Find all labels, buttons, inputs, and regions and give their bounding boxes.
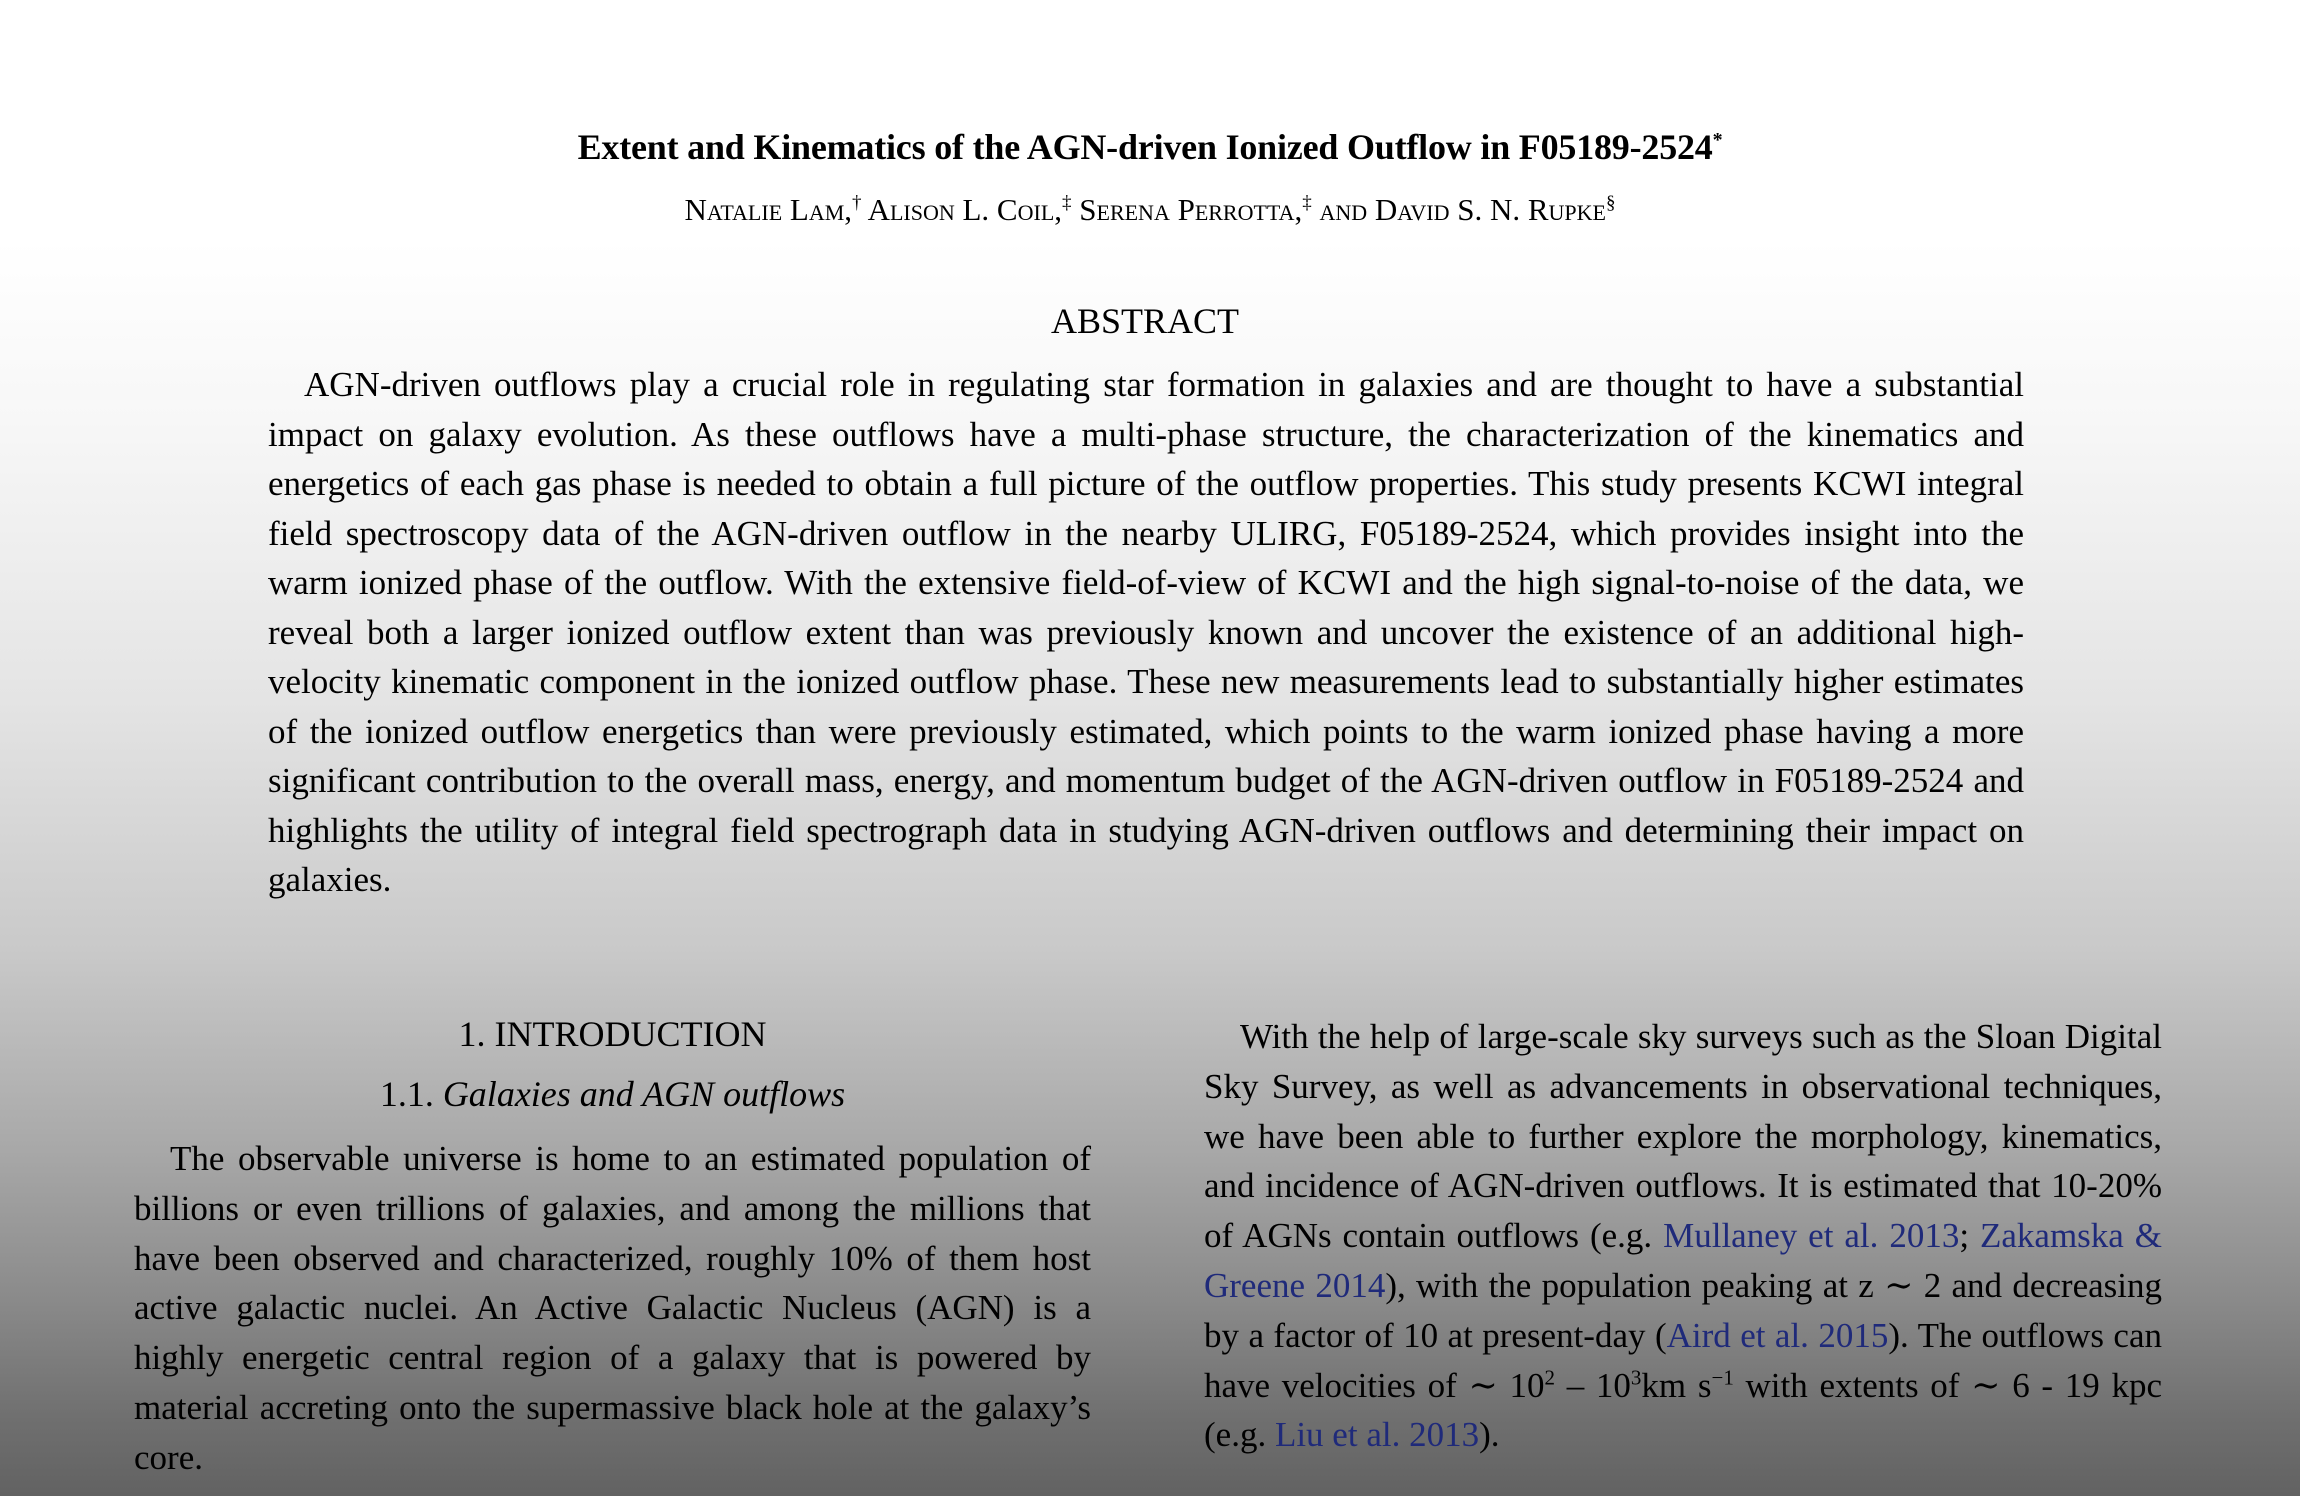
subsection-title: Galaxies and AGN outflows xyxy=(442,1074,846,1114)
author-name: Alison L. Coil, xyxy=(867,192,1063,227)
paper-title xyxy=(0,126,2300,168)
intro-paragraph: The observable universe is home to an estimated population of billions or even trillions of galaxies, and among the millions that have been observed and characterized, roughly 10% of them host active galactic nuclei. An Active Galactic Nucleus (AGN) is a highly energetic central region of a galaxy that is powered by material accreting onto the supermassive black hole at the galaxy’s core. xyxy=(134,1139,1091,1477)
citation-link[interactable]: Zakamska & Greene 2014 xyxy=(1204,1216,2162,1305)
author-footnote-mark: ‡ xyxy=(1062,192,1072,214)
citation-link[interactable]: Mullaney et al. 2013 xyxy=(1663,1216,1960,1256)
author-footnote-mark: § xyxy=(1605,192,1616,214)
paragraph-text: With the help of large-scale sky surveys such as the Sloan Digital Sky Survey, as well as advancements in observational techniques, we have been able to further explore the morphology, kinematics, and incidence of AGN-driven outflows. It is estimated that 10-20% of AGNs contain outflows (e.g. xyxy=(1204,1017,2162,1256)
exponent: 2 xyxy=(1544,1364,1555,1389)
author-name: Natalie Lam, xyxy=(684,192,853,227)
paper-title-text: Extent and Kinematics of the AGN-driven Ionized Outflow in F05189-2524 xyxy=(577,127,1713,167)
author-name: Serena Perrotta, xyxy=(1079,192,1303,227)
abstract-heading: ABSTRACT xyxy=(1050,301,1240,341)
right-column xyxy=(1204,1006,2162,1460)
author-name: and David S. N. Rupke xyxy=(1319,192,1606,227)
subsection-number: 1.1. xyxy=(379,1074,434,1114)
exponent: −1 xyxy=(1711,1364,1734,1389)
exponent: 3 xyxy=(1630,1364,1642,1389)
left-column xyxy=(134,1006,1091,1483)
citation-link[interactable]: Liu et al. 2013 xyxy=(1274,1415,1480,1455)
paragraph-text: – 10 xyxy=(1555,1365,1631,1405)
author-footnote-mark: † xyxy=(852,192,862,214)
author-list xyxy=(0,192,2300,228)
paragraph-text: ), with the population peaking at z ∼ 2 and decreasing by a factor of 10 at present-day ( xyxy=(1204,1265,2162,1355)
citation-separator: ; xyxy=(1959,1216,1980,1256)
abstract-text: AGN-driven outflows play a crucial role in regulating star formation in galaxies and are thought to have a substantial impact on galaxy evolution. As these outflows have a multi-phase structure, the characterization of the kinematics and energetics of each gas phase is needed to obtain a full picture of the outflow properties. This study presents KCWI integral field spectroscopy data of the AGN-driven outflow in the nearby ULIRG, F05189-2524, which provides insight into the warm ionized phase of the outflow. With the extensive field-of-view of KCWI and the high signal-to-noise of the data, we reveal both a larger ionized outflow extent than was previously known and uncover the existence of an additional high-velocity kinematic component in the ionized outflow phase. These new measurements lead to substantially higher estimates of the ionized outflow energetics than were previously estimated, which points to the warm ionized phase having a more significant contribution to the overall mass, energy, and momentum budget of the AGN-driven outflow in F05189-2524 and highlights the utility of integral field spectrograph data in studying AGN-driven outflows and determining their impact on galaxies. xyxy=(268,365,2024,899)
intro-paragraph-continued xyxy=(1204,1012,2162,1460)
section-number: 1. xyxy=(458,1014,486,1054)
title-footnote-mark: * xyxy=(1712,129,1723,151)
paragraph-text: ). xyxy=(1479,1415,1500,1455)
paragraph-text: with extents of ∼ 6 - 19 kpc (e.g. xyxy=(1204,1365,2163,1455)
author-footnote-mark: ‡ xyxy=(1302,192,1312,214)
citation-link[interactable]: Aird et al. 2015 xyxy=(1666,1315,1889,1355)
section-heading xyxy=(134,1006,1091,1062)
subsection-heading xyxy=(134,1062,1091,1126)
section-title: INTRODUCTION xyxy=(494,1014,767,1054)
paragraph-text: km s xyxy=(1641,1365,1712,1405)
paragraph-text: ). The outflows can have velocities of ∼ 10 xyxy=(1204,1315,2162,1405)
